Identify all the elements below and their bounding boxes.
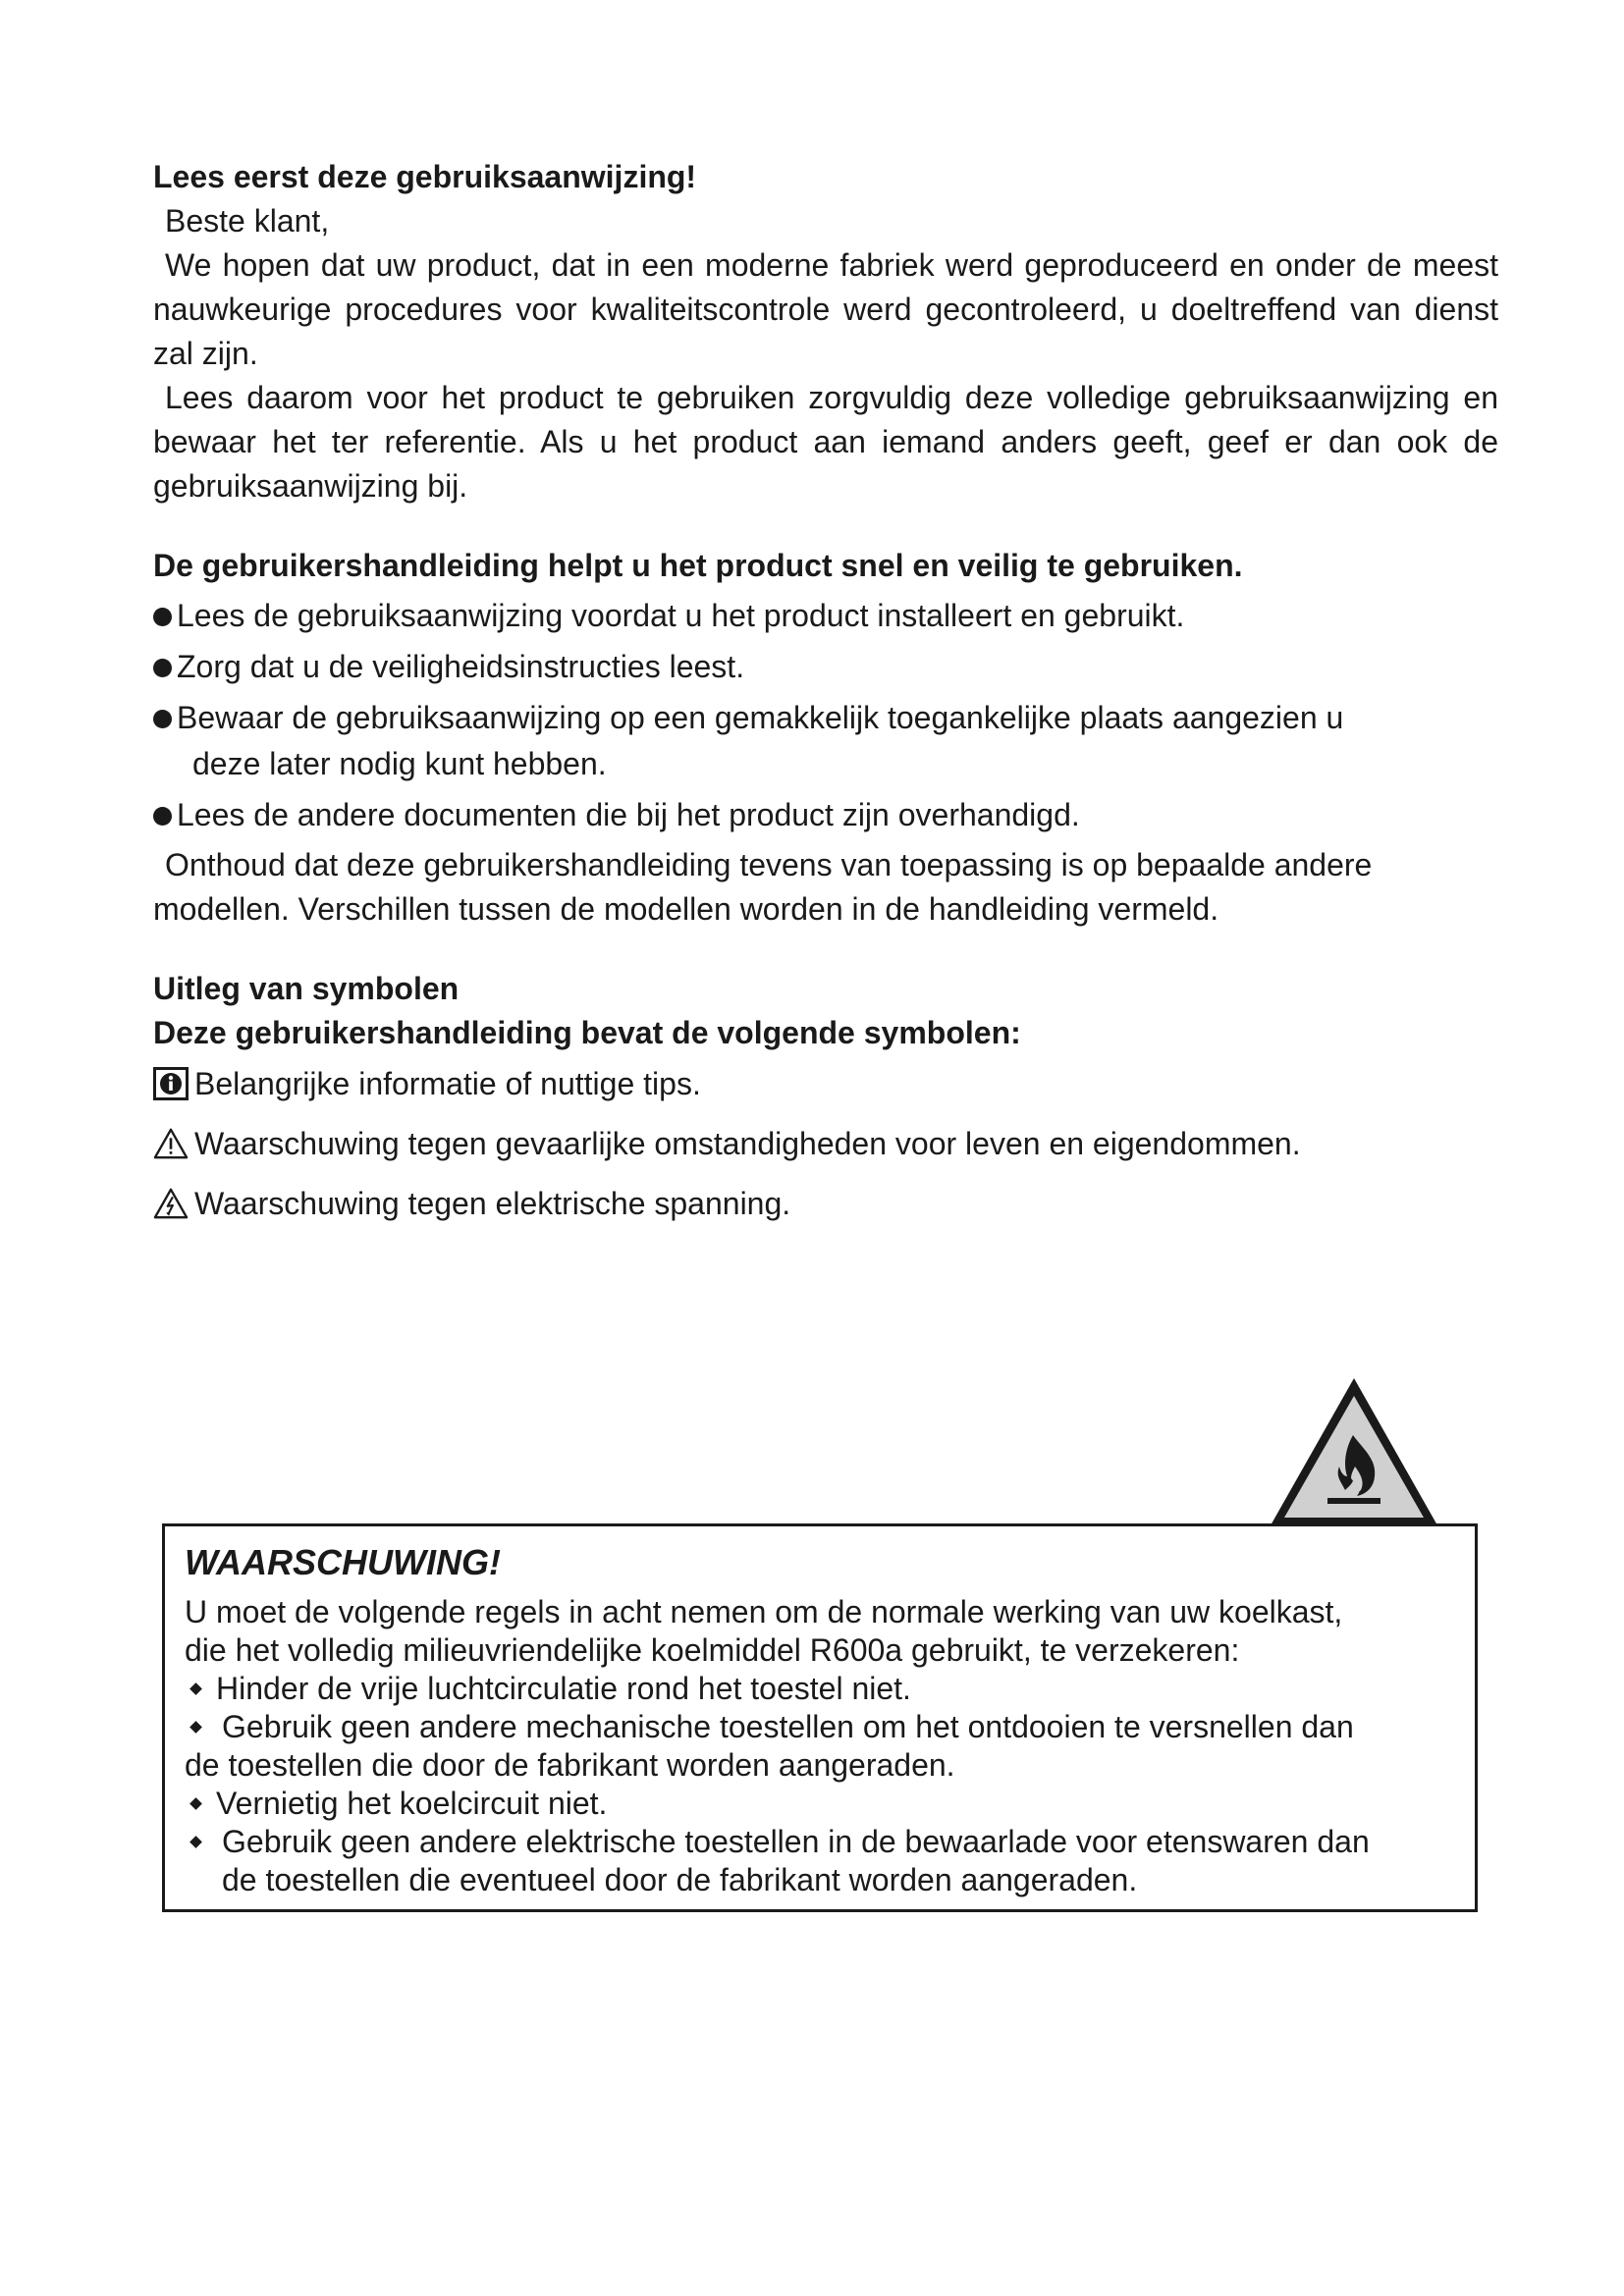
diamond-bullet-icon [189,1797,202,1810]
warning-bullet [185,1785,1453,1823]
warning-box [162,1523,1478,1912]
warning-intro-line: die het volledig milieuvriendelijke koelmiddel R600a gebruikt, te verzekeren: [185,1632,1240,1668]
flammable-warning-icon [1267,1374,1441,1529]
intro-paragraph-1: We hopen dat uw product, dat in een moderne fabriek werd geproduceerd en onder de meest nauwkeurige procedures voor kwaliteitscontrole werd gecontroleerd, u doeltreffend van dienst zal zijn. [153,247,1498,371]
bullet-continuation: deze later nodig kunt hebben. [192,746,607,781]
electric-warning-icon [153,1187,189,1220]
warning-intro-line: U moet de volgende regels in acht nemen om de normale werking van uw koelkast, [185,1594,1343,1629]
diamond-bullet-icon [189,1682,202,1695]
bullet-item [153,792,1498,838]
symbols-subtitle: Deze gebruikershandleiding bevat de volgende symbolen: [153,1015,1021,1050]
warning-bullet [185,1670,1453,1708]
symbol-text: Waarschuwing tegen gevaarlijke omstandigheden voor leven en eigendommen. [194,1126,1301,1161]
intro-title: Lees eerst deze gebruiksaanwijzing! [153,159,697,194]
bullet-dot-icon [153,710,172,728]
symbols-title: Uitleg van symbolen [153,971,460,1006]
models-note: Onthoud dat deze gebruikershandleiding tevens van toepassing is op bepaalde andere modellen. Verschillen tussen de modellen worden in de handleiding vermeld. [153,847,1373,927]
bullet-dot-icon [153,807,172,826]
warning-bullet [185,1708,1453,1785]
bullet-item [153,695,1498,787]
warning-triangle-icon [153,1127,189,1160]
warning-bullet-text: Vernietig het koelcircuit niet. [216,1786,608,1821]
symbol-text: Belangrijke informatie of nuttige tips. [194,1066,701,1101]
symbol-row-electric [153,1181,1498,1227]
warning-title: WAARSCHUWING! [185,1542,501,1582]
bullet-text: Bewaar de gebruiksaanwijzing op een gemakkelijk toegankelijke plaats aangezien u [177,700,1344,735]
bullet-dot-icon [153,608,172,626]
diamond-bullet-icon [189,1721,202,1734]
bullet-dot-icon [153,659,172,677]
warning-bullet-text: Gebruik geen andere elektrische toestellen in de bewaarlade voor etenswaren dan [222,1824,1370,1859]
bullet-item [153,593,1498,639]
info-icon [153,1067,189,1100]
warning-bullet-continuation: de toestellen die door de fabrikant worden aangeraden. [185,1747,955,1783]
bullet-text: Lees de andere documenten die bij het product zijn overhandigd. [177,797,1080,832]
diamond-bullet-icon [189,1836,202,1848]
warning-bullet-continuation: de toestellen die eventueel door de fabrikant worden aangeraden. [222,1862,1138,1897]
greeting: Beste klant, [165,203,330,239]
intro-paragraph-2: Lees daarom voor het product te gebruiken zorgvuldig deze volledige gebruiksaanwijzing en bewaar het ter referentie. Als u het product aan iemand anders geeft, geef er dan ook de gebruiksaanwijzing bij. [153,380,1498,504]
warning-bullet [185,1823,1453,1899]
warning-bullet-text: Gebruik geen andere mechanische toestellen om het ontdooien te versnellen dan [222,1709,1354,1744]
main-content [153,155,1498,1241]
bullet-item [153,644,1498,690]
bullet-text: Lees de gebruiksaanwijzing voordat u het product installeert en gebruikt. [177,598,1185,633]
bullet-text: Zorg dat u de veiligheidsinstructies leest. [177,649,745,684]
symbol-row-info [153,1061,1498,1107]
symbol-row-warning [153,1121,1498,1167]
symbol-text: Waarschuwing tegen elektrische spanning. [194,1186,791,1221]
warning-bullet-text: Hinder de vrije luchtcirculatie rond het toestel niet. [216,1671,911,1706]
handbook-title: De gebruikershandleiding helpt u het product snel en veilig te gebruiken. [153,548,1243,583]
